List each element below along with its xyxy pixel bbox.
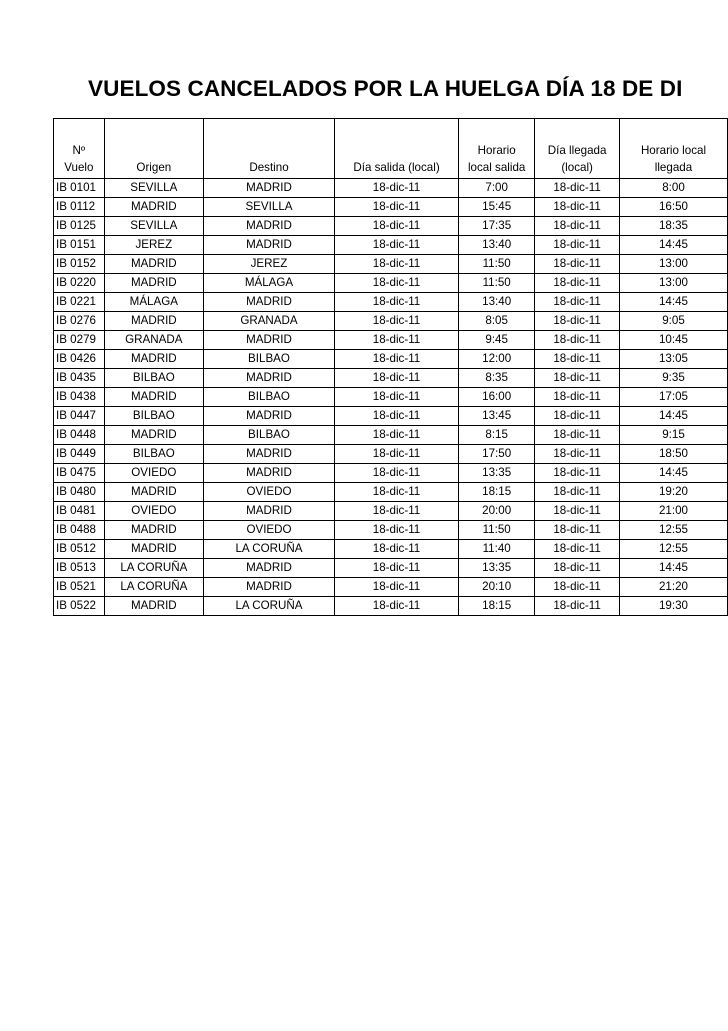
arrival-date-cell: 18-dic-11 (535, 540, 620, 559)
destination-cell: MADRID (204, 236, 335, 255)
arrival-date-cell: 18-dic-11 (535, 274, 620, 293)
header-line: Horario local (640, 144, 707, 157)
destination-cell: OVIEDO (204, 483, 335, 502)
flight-number-cell: IB 0480 (54, 483, 105, 502)
header-arrival-time (619, 119, 727, 179)
flight-number-cell: IB 0435 (54, 369, 105, 388)
table-header (54, 119, 728, 179)
origin-cell: MADRID (104, 255, 203, 274)
departure-time-cell: 12:00 (459, 350, 535, 369)
departure-date-cell: 18-dic-11 (334, 293, 458, 312)
origin-cell: OVIEDO (104, 464, 203, 483)
departure-date-cell: 18-dic-11 (334, 350, 458, 369)
destination-cell: MADRID (204, 407, 335, 426)
departure-time-cell: 11:50 (459, 274, 535, 293)
arrival-time-cell: 9:05 (619, 312, 727, 331)
departure-date-cell: 18-dic-11 (334, 483, 458, 502)
departure-date-cell: 18-dic-11 (334, 426, 458, 445)
destination-cell: MADRID (204, 331, 335, 350)
flight-number-cell: IB 0221 (54, 293, 105, 312)
departure-date-cell: 18-dic-11 (334, 559, 458, 578)
origin-cell: MADRID (104, 521, 203, 540)
departure-time-cell: 13:40 (459, 293, 535, 312)
destination-cell: BILBAO (204, 426, 335, 445)
origin-cell: JEREZ (104, 236, 203, 255)
origin-cell: MADRID (104, 312, 203, 331)
header-line: Destino (249, 161, 289, 174)
table-row (54, 331, 728, 350)
arrival-date-cell: 18-dic-11 (535, 559, 620, 578)
arrival-time-cell: 12:55 (619, 521, 727, 540)
departure-date-cell: 18-dic-11 (334, 578, 458, 597)
departure-date-cell: 18-dic-11 (334, 179, 458, 198)
document-title: VUELOS CANCELADOS POR LA HUELGA DÍA 18 DE DI (88, 76, 683, 101)
arrival-date-cell: 18-dic-11 (535, 331, 620, 350)
departure-date-cell: 18-dic-11 (334, 502, 458, 521)
origin-cell: MADRID (104, 483, 203, 502)
arrival-time-cell: 14:45 (619, 293, 727, 312)
destination-cell: BILBAO (204, 388, 335, 407)
departure-time-cell: 20:00 (459, 502, 535, 521)
header-line: Día salida (local) (353, 161, 440, 174)
arrival-time-cell: 13:00 (619, 274, 727, 293)
table-row (54, 217, 728, 236)
arrival-date-cell: 18-dic-11 (535, 464, 620, 483)
origin-cell: LA CORUÑA (104, 578, 203, 597)
header-departure-date (334, 119, 458, 179)
departure-time-cell: 13:45 (459, 407, 535, 426)
flight-number-cell: IB 0279 (54, 331, 105, 350)
departure-time-cell: 18:15 (459, 597, 535, 616)
origin-cell: MADRID (104, 198, 203, 217)
arrival-time-cell: 14:45 (619, 559, 727, 578)
table-row (54, 388, 728, 407)
table-row (54, 540, 728, 559)
origin-cell: MADRID (104, 597, 203, 616)
arrival-date-cell: 18-dic-11 (535, 578, 620, 597)
arrival-time-cell: 21:20 (619, 578, 727, 597)
arrival-date-cell: 18-dic-11 (535, 255, 620, 274)
header-line: Día llegada (547, 144, 607, 157)
table-row (54, 369, 728, 388)
arrival-time-cell: 18:50 (619, 445, 727, 464)
arrival-time-cell: 8:00 (619, 179, 727, 198)
departure-time-cell: 20:10 (459, 578, 535, 597)
arrival-time-cell: 14:45 (619, 464, 727, 483)
table-row (54, 407, 728, 426)
departure-date-cell: 18-dic-11 (334, 236, 458, 255)
arrival-date-cell: 18-dic-11 (535, 407, 620, 426)
destination-cell: MÁLAGA (204, 274, 335, 293)
origin-cell: SEVILLA (104, 179, 203, 198)
arrival-time-cell: 19:20 (619, 483, 727, 502)
header-line: Vuelo (64, 161, 94, 174)
arrival-date-cell: 18-dic-11 (535, 483, 620, 502)
origin-cell: BILBAO (104, 445, 203, 464)
flight-number-cell: IB 0220 (54, 274, 105, 293)
departure-time-cell: 8:05 (459, 312, 535, 331)
header-destination (204, 119, 335, 179)
origin-cell: BILBAO (104, 369, 203, 388)
destination-cell: MADRID (204, 578, 335, 597)
header-arrival-date (535, 119, 620, 179)
departure-time-cell: 11:50 (459, 521, 535, 540)
destination-cell: JEREZ (204, 255, 335, 274)
departure-date-cell: 18-dic-11 (334, 331, 458, 350)
origin-cell: MADRID (104, 388, 203, 407)
departure-time-cell: 17:35 (459, 217, 535, 236)
destination-cell: SEVILLA (204, 198, 335, 217)
header-flight-number (54, 119, 105, 179)
cancelled-flights-table (53, 118, 728, 616)
flight-number-cell: IB 0152 (54, 255, 105, 274)
departure-date-cell: 18-dic-11 (334, 445, 458, 464)
arrival-time-cell: 14:45 (619, 407, 727, 426)
arrival-date-cell: 18-dic-11 (535, 388, 620, 407)
departure-date-cell: 18-dic-11 (334, 198, 458, 217)
flight-number-cell: IB 0112 (54, 198, 105, 217)
departure-date-cell: 18-dic-11 (334, 369, 458, 388)
destination-cell: BILBAO (204, 350, 335, 369)
arrival-date-cell: 18-dic-11 (535, 179, 620, 198)
table-row (54, 198, 728, 217)
flight-number-cell: IB 0151 (54, 236, 105, 255)
departure-date-cell: 18-dic-11 (334, 597, 458, 616)
arrival-date-cell: 18-dic-11 (535, 236, 620, 255)
destination-cell: MADRID (204, 464, 335, 483)
arrival-time-cell: 21:00 (619, 502, 727, 521)
arrival-time-cell: 14:45 (619, 236, 727, 255)
arrival-time-cell: 13:00 (619, 255, 727, 274)
departure-date-cell: 18-dic-11 (334, 274, 458, 293)
destination-cell: MADRID (204, 369, 335, 388)
destination-cell: OVIEDO (204, 521, 335, 540)
origin-cell: MADRID (104, 350, 203, 369)
flight-number-cell: IB 0448 (54, 426, 105, 445)
arrival-date-cell: 18-dic-11 (535, 521, 620, 540)
header-line: local salida (467, 161, 526, 174)
origin-cell: OVIEDO (104, 502, 203, 521)
departure-time-cell: 17:50 (459, 445, 535, 464)
table-row (54, 350, 728, 369)
header-line: Horario (477, 144, 516, 157)
header-line: Nº (72, 144, 86, 157)
departure-time-cell: 13:35 (459, 559, 535, 578)
departure-time-cell: 11:40 (459, 540, 535, 559)
table-row (54, 236, 728, 255)
arrival-date-cell: 18-dic-11 (535, 312, 620, 331)
origin-cell: GRANADA (104, 331, 203, 350)
arrival-date-cell: 18-dic-11 (535, 426, 620, 445)
arrival-time-cell: 18:35 (619, 217, 727, 236)
arrival-time-cell: 19:30 (619, 597, 727, 616)
header-line: Origen (136, 161, 172, 174)
origin-cell: SEVILLA (104, 217, 203, 236)
departure-time-cell: 13:40 (459, 236, 535, 255)
table-row (54, 578, 728, 597)
origin-cell: BILBAO (104, 407, 203, 426)
arrival-time-cell: 16:50 (619, 198, 727, 217)
departure-time-cell: 13:35 (459, 464, 535, 483)
arrival-date-cell: 18-dic-11 (535, 350, 620, 369)
table-row (54, 464, 728, 483)
departure-date-cell: 18-dic-11 (334, 255, 458, 274)
table-row (54, 255, 728, 274)
flight-number-cell: IB 0276 (54, 312, 105, 331)
destination-cell: MADRID (204, 293, 335, 312)
arrival-date-cell: 18-dic-11 (535, 293, 620, 312)
origin-cell: MADRID (104, 426, 203, 445)
table-row (54, 274, 728, 293)
table-body (54, 179, 728, 616)
destination-cell: MADRID (204, 445, 335, 464)
flight-number-cell: IB 0125 (54, 217, 105, 236)
flight-number-cell: IB 0512 (54, 540, 105, 559)
arrival-time-cell: 12:55 (619, 540, 727, 559)
table-row (54, 597, 728, 616)
table-row (54, 179, 728, 198)
departure-time-cell: 8:15 (459, 426, 535, 445)
table-row (54, 502, 728, 521)
table-row (54, 293, 728, 312)
origin-cell: MADRID (104, 540, 203, 559)
flight-number-cell: IB 0447 (54, 407, 105, 426)
arrival-time-cell: 13:05 (619, 350, 727, 369)
arrival-date-cell: 18-dic-11 (535, 217, 620, 236)
departure-time-cell: 16:00 (459, 388, 535, 407)
departure-time-cell: 11:50 (459, 255, 535, 274)
arrival-date-cell: 18-dic-11 (535, 597, 620, 616)
flight-number-cell: IB 0481 (54, 502, 105, 521)
table-row (54, 312, 728, 331)
table-row (54, 559, 728, 578)
flight-number-cell: IB 0488 (54, 521, 105, 540)
arrival-date-cell: 18-dic-11 (535, 198, 620, 217)
origin-cell: MADRID (104, 274, 203, 293)
arrival-date-cell: 18-dic-11 (535, 369, 620, 388)
table-row (54, 483, 728, 502)
arrival-time-cell: 10:45 (619, 331, 727, 350)
departure-time-cell: 9:45 (459, 331, 535, 350)
header-origin (104, 119, 203, 179)
departure-date-cell: 18-dic-11 (334, 464, 458, 483)
departure-date-cell: 18-dic-11 (334, 540, 458, 559)
flight-number-cell: IB 0513 (54, 559, 105, 578)
destination-cell: MADRID (204, 559, 335, 578)
flight-number-cell: IB 0438 (54, 388, 105, 407)
destination-cell: GRANADA (204, 312, 335, 331)
flight-number-cell: IB 0426 (54, 350, 105, 369)
destination-cell: MADRID (204, 217, 335, 236)
destination-cell: LA CORUÑA (204, 540, 335, 559)
table-row (54, 426, 728, 445)
flight-number-cell: IB 0522 (54, 597, 105, 616)
arrival-date-cell: 18-dic-11 (535, 445, 620, 464)
departure-time-cell: 15:45 (459, 198, 535, 217)
arrival-time-cell: 9:35 (619, 369, 727, 388)
origin-cell: MÁLAGA (104, 293, 203, 312)
destination-cell: LA CORUÑA (204, 597, 335, 616)
flight-number-cell: IB 0101 (54, 179, 105, 198)
flight-number-cell: IB 0475 (54, 464, 105, 483)
departure-time-cell: 18:15 (459, 483, 535, 502)
origin-cell: LA CORUÑA (104, 559, 203, 578)
table-row (54, 521, 728, 540)
flight-number-cell: IB 0521 (54, 578, 105, 597)
departure-date-cell: 18-dic-11 (334, 388, 458, 407)
departure-date-cell: 18-dic-11 (334, 217, 458, 236)
departure-time-cell: 7:00 (459, 179, 535, 198)
header-line: (local) (561, 161, 593, 174)
departure-date-cell: 18-dic-11 (334, 521, 458, 540)
arrival-time-cell: 9:15 (619, 426, 727, 445)
arrival-date-cell: 18-dic-11 (535, 502, 620, 521)
destination-cell: MADRID (204, 502, 335, 521)
header-departure-time (459, 119, 535, 179)
destination-cell: MADRID (204, 179, 335, 198)
departure-date-cell: 18-dic-11 (334, 407, 458, 426)
arrival-time-cell: 17:05 (619, 388, 727, 407)
flight-number-cell: IB 0449 (54, 445, 105, 464)
departure-date-cell: 18-dic-11 (334, 312, 458, 331)
table-row (54, 445, 728, 464)
header-row (54, 119, 728, 179)
header-line: llegada (654, 161, 693, 174)
departure-time-cell: 8:35 (459, 369, 535, 388)
